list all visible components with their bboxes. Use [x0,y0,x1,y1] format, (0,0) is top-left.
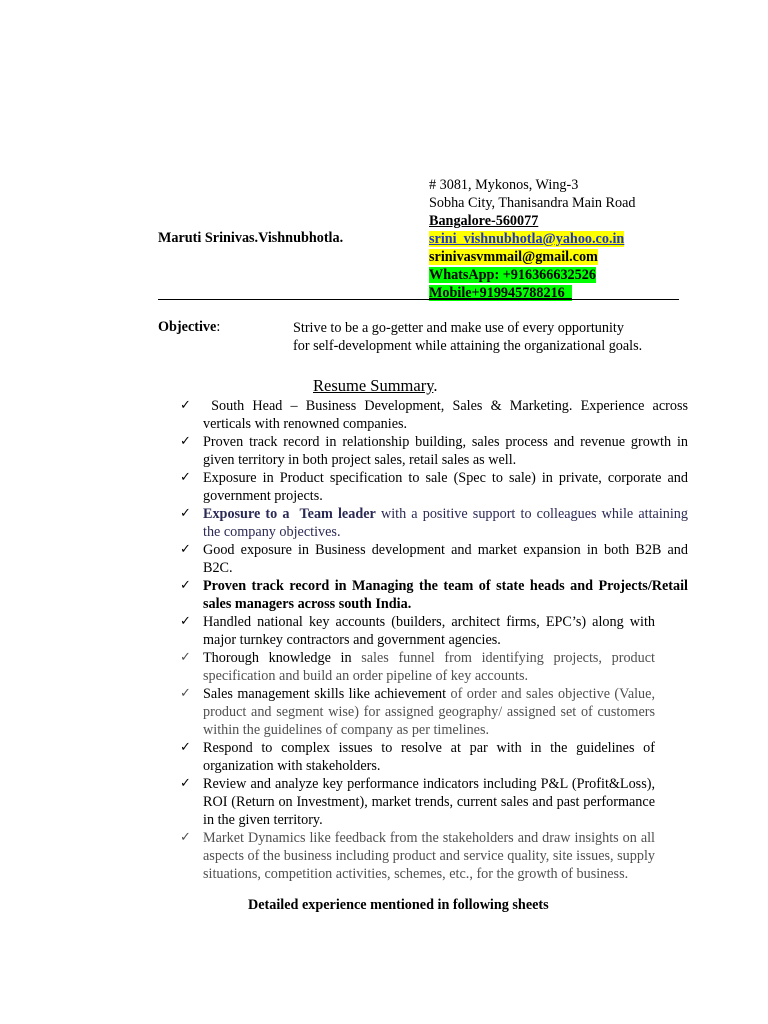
list-item-rest: of order and sales objective (Value, product and segment wise) for assigned geography/ assigned set of customers within the guidelines of company as per timelines. [203,686,655,738]
objective-line-1: Strive to be a go-getter and make use of every opportunity [293,320,624,336]
check-icon: ✓ [180,398,191,413]
check-icon: ✓ [180,650,191,665]
list-item [0,397,768,433]
list-item-bold: Exposure to a Team leader [203,506,376,522]
list-item-text: Proven track record in Managing the team of state heads and Projects/Retail sales managers across south India. [203,578,688,612]
list-item-text: Handled national key accounts (builders, architect firms, EPC’s) along with major turnkey contractors and government agencies. [203,614,655,648]
list-item-text [203,505,688,541]
check-icon: ✓ [180,614,191,629]
resume-summary-heading [313,376,438,396]
list-item-text [203,649,655,685]
list-item [0,541,768,577]
list-item [0,829,768,883]
resume-summary-title: Resume Summary [313,376,434,395]
list-item [0,649,768,685]
check-icon: ✓ [180,776,191,791]
whatsapp-number: WhatsApp: +916366632526 [429,267,596,283]
list-item [0,685,768,739]
objective-label-text: Objective [158,319,217,335]
list-item [0,613,768,649]
check-icon: ✓ [180,830,191,845]
objective-colon: : [216,319,221,335]
list-item-text: South Head – Business Development, Sales & Marketing. Experience across verticals with renowned companies. [203,398,692,432]
list-item [0,577,768,613]
address-block [429,176,635,302]
list-item-rest: sales funnel from identifying projects, product specification and build an order pipeline of key accounts. [203,650,655,684]
address-line-2: Sobha City, Thanisandra Main Road [429,195,636,211]
check-icon: ✓ [180,740,191,755]
list-item-lead: Sales management skills like achievement [203,686,447,702]
check-icon: ✓ [180,578,191,593]
candidate-name: Maruti Srinivas.Vishnubhotla. [158,230,344,246]
address-line-1: # 3081, Mykonos, Wing-3 [429,177,579,193]
list-item-text: Review and analyze key performance indicators including P&L (Profit&Loss), ROI (Return on Investment), market trends, current sales and past performance in the given territory. [203,776,655,828]
check-icon: ✓ [180,506,191,521]
header-divider [158,299,679,300]
check-icon: ✓ [180,686,191,701]
resume-summary-period: . [433,376,438,395]
email-gmail: srinivasvmmail@gmail.com [429,249,598,265]
list-item [0,505,768,541]
email-yahoo-link[interactable]: srini_vishnubhotla@yahoo.co.in [429,231,625,247]
list-item-lead: Thorough knowledge in [203,650,352,666]
detailed-experience-note: Detailed experience mentioned in following sheets [248,897,549,913]
list-item-text: Proven track record in relationship building, sales process and revenue growth in given territory in both project sales, retail sales as well. [203,434,688,468]
list-item [0,469,768,505]
objective-line-2: for self-development while attaining the organizational goals. [293,338,643,354]
list-item-text: Good exposure in Business development and market expansion in both B2B and B2C. [203,542,688,576]
mobile-number: Mobile+919945788216 [429,285,572,301]
check-icon: ✓ [180,470,191,485]
list-item-text [203,685,655,739]
check-icon: ✓ [180,542,191,557]
objective-text [293,319,693,355]
check-icon: ✓ [180,434,191,449]
objective-label [158,319,220,336]
list-item-text: Respond to complex issues to resolve at par with in the guidelines of organization with stakeholders. [203,740,655,774]
address-city: Bangalore-560077 [429,213,539,229]
list-item [0,433,768,469]
list-item-text: Market Dynamics like feedback from the stakeholders and draw insights on all aspects of the business including product and service quality, site issues, supply situations, competition activities, schemes, etc., for the growth of business. [203,830,655,882]
list-item-text: Exposure in Product specification to sale (Spec to sale) in private, corporate and government projects. [203,470,688,504]
summary-list [0,397,768,883]
list-item [0,739,768,775]
list-item [0,775,768,829]
list-item-rest: with a positive support to colleagues while attaining the company objectives. [203,506,688,540]
